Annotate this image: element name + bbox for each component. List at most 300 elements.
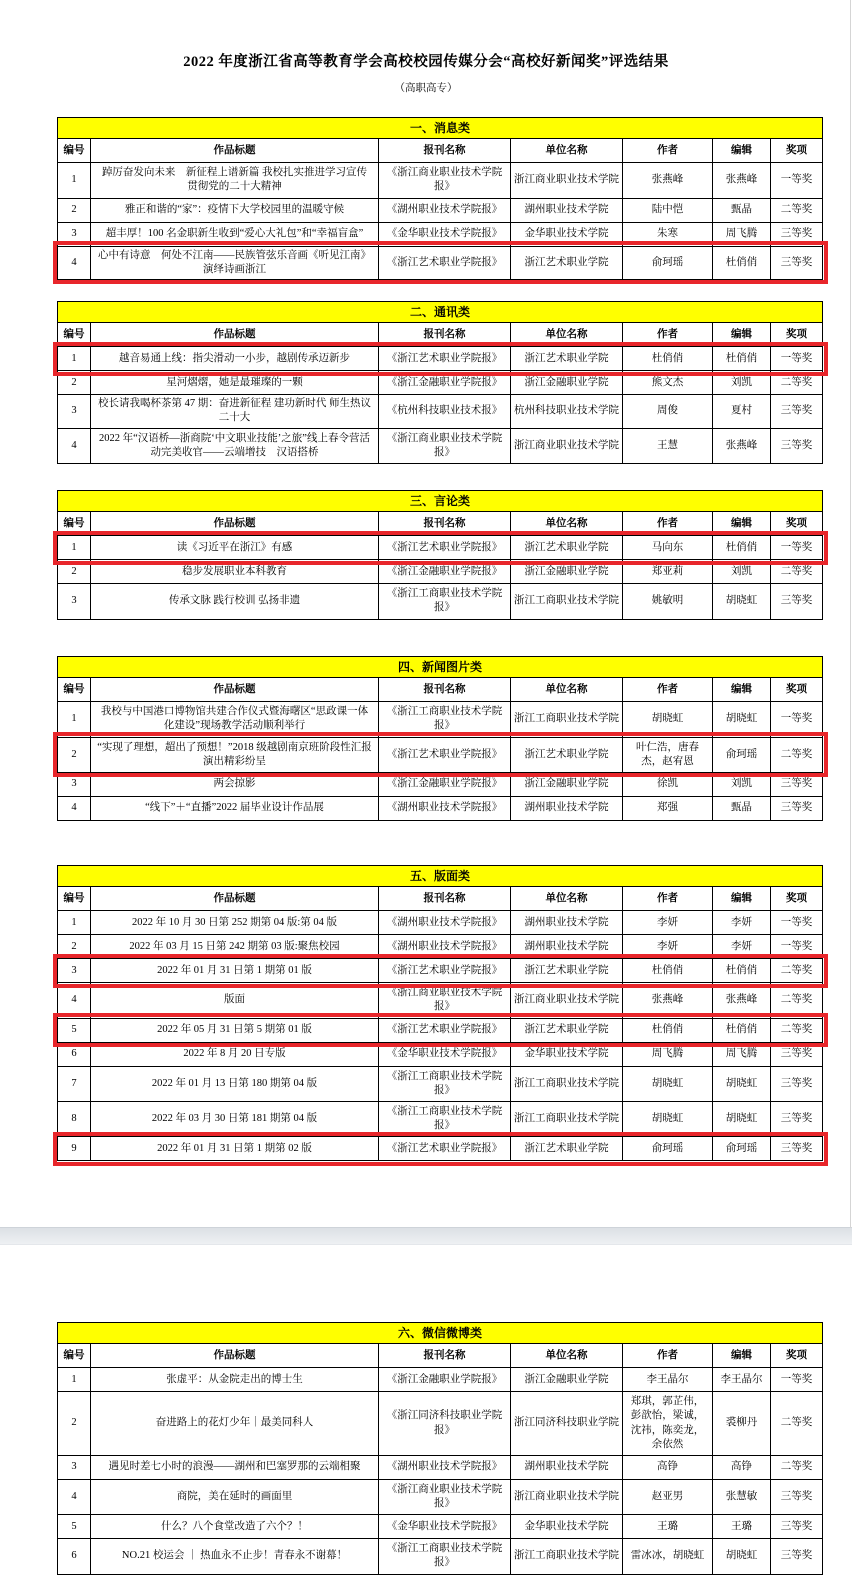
column-header-no: 编号 [58, 678, 91, 702]
cell-no: 3 [58, 395, 91, 428]
cell-no: 1 [58, 163, 91, 198]
cell-title: 商院，美在延时的画面里 [91, 1479, 379, 1514]
cell-org: 浙江金融职业学院 [511, 371, 623, 395]
cell-org: 浙江艺术职业学院 [511, 246, 623, 279]
cell-no: 9 [58, 1137, 91, 1161]
cell-editor: 胡晓虹 [713, 702, 771, 737]
cell-award: 三等奖 [771, 222, 823, 246]
cell-org: 杭州科技职业技术学院 [511, 395, 623, 428]
column-header-editor: 编辑 [713, 1344, 771, 1368]
column-header-editor: 编辑 [713, 139, 771, 163]
column-header-no: 编号 [58, 512, 91, 536]
cell-paper: 《浙江工商职业技术学院报》 [379, 1539, 511, 1574]
column-header-paper: 报刊名称 [379, 139, 511, 163]
table-row [58, 246, 823, 279]
cell-no: 1 [58, 911, 91, 935]
table-row [58, 1066, 823, 1101]
cell-no: 3 [58, 1455, 91, 1479]
section-header: 一、消息类 [58, 118, 823, 139]
cell-award: 二等奖 [771, 1018, 823, 1042]
column-header-award: 奖项 [771, 323, 823, 347]
column-header-paper: 报刊名称 [379, 678, 511, 702]
cell-org: 湖州职业技术学院 [511, 1455, 623, 1479]
table-row [58, 911, 823, 935]
cell-award: 二等奖 [771, 737, 823, 772]
cell-title: 2022 年 01 月 13 日第 180 期第 04 版 [91, 1066, 379, 1101]
table-row [58, 1515, 823, 1539]
cell-no: 5 [58, 1515, 91, 1539]
table-row [58, 560, 823, 584]
column-header-author: 作者 [623, 887, 713, 911]
cell-title: 星河熠熠，她是最璀璨的一颗 [91, 371, 379, 395]
cell-award: 一等奖 [771, 911, 823, 935]
cell-award: 二等奖 [771, 198, 823, 222]
award-table [57, 301, 823, 464]
column-header-title: 作品标题 [91, 678, 379, 702]
cell-author: 雷冰冰，胡晓虹 [623, 1539, 713, 1574]
table-row [58, 959, 823, 983]
section-header: 四、新闻图片类 [58, 657, 823, 678]
column-header-award: 奖项 [771, 887, 823, 911]
cell-no: 4 [58, 246, 91, 279]
cell-title: 什么？八个食堂改造了六个？！ [91, 1515, 379, 1539]
cell-award: 一等奖 [771, 702, 823, 737]
column-header-no: 编号 [58, 323, 91, 347]
cell-no: 4 [58, 983, 91, 1018]
table-row [58, 772, 823, 796]
cell-title: “实现了理想，超出了预想！”2018 级越剧南京班阶段性汇报演出精彩纷呈 [91, 737, 379, 772]
column-header-title: 作品标题 [91, 512, 379, 536]
cell-award: 三等奖 [771, 584, 823, 619]
table-row [58, 1137, 823, 1161]
cell-editor: 周飞腾 [713, 1042, 771, 1066]
cell-award: 三等奖 [771, 1479, 823, 1514]
cell-org: 浙江商业职业技术学院 [511, 983, 623, 1018]
cell-author: 俞珂瑶 [623, 246, 713, 279]
table-news [57, 117, 822, 280]
cell-paper: 《浙江艺术职业学院报》 [379, 536, 511, 560]
cell-author: 张燕峰 [623, 983, 713, 1018]
cell-author: 李妍 [623, 911, 713, 935]
table-row [58, 1101, 823, 1136]
cell-org: 浙江金融职业学院 [511, 1368, 623, 1392]
cell-no: 2 [58, 935, 91, 959]
cell-org: 浙江商业职业技术学院 [511, 163, 623, 198]
cell-org: 湖州职业技术学院 [511, 796, 623, 820]
cell-title: 张虚平：从金院走出的博士生 [91, 1368, 379, 1392]
table-commentary [57, 490, 822, 620]
cell-award: 三等奖 [771, 1042, 823, 1066]
cell-paper: 《湖州职业技术学院报》 [379, 1455, 511, 1479]
column-header-author: 作者 [623, 1344, 713, 1368]
cell-no: 3 [58, 772, 91, 796]
section-header: 五、版面类 [58, 866, 823, 887]
cell-author: 李王晶尔 [623, 1368, 713, 1392]
cell-author: 俞珂瑶 [623, 1137, 713, 1161]
cell-title: 2022 年 10 月 30 日第 252 期第 04 版:第 04 版 [91, 911, 379, 935]
cell-editor: 刘凯 [713, 371, 771, 395]
cell-title: 心中有诗意 何处不江南——民族管弦乐音画《听见江南》演绎诗画浙江 [91, 246, 379, 279]
cell-author: 高铮 [623, 1455, 713, 1479]
cell-no: 5 [58, 1018, 91, 1042]
table-row [58, 983, 823, 1018]
cell-paper: 《浙江金融职业学院报》 [379, 772, 511, 796]
cell-paper: 《浙江金融职业学院报》 [379, 560, 511, 584]
cell-no: 7 [58, 1066, 91, 1101]
cell-paper: 《湖州职业技术学院报》 [379, 198, 511, 222]
page-break-separator [0, 1227, 852, 1245]
table-row [58, 1539, 823, 1574]
cell-award: 三等奖 [771, 1066, 823, 1101]
page-title: 2022 年度浙江省高等教育学会高校校园传媒分会“高校好新闻奖”评选结果 [183, 54, 669, 70]
cell-award: 三等奖 [771, 1539, 823, 1574]
cell-author: 郑亚莉 [623, 560, 713, 584]
column-header-paper: 报刊名称 [379, 887, 511, 911]
cell-paper: 《浙江同济科技职业学院报》 [379, 1392, 511, 1456]
cell-title: “线下”＋“直播”2022 届毕业设计作品展 [91, 796, 379, 820]
cell-paper: 《湖州职业技术学院报》 [379, 796, 511, 820]
table-row [58, 371, 823, 395]
cell-author: 姚敏明 [623, 584, 713, 619]
cell-paper: 《浙江商业职业技术学院报》 [379, 1479, 511, 1514]
table-row [58, 395, 823, 428]
cell-author: 王慧 [623, 428, 713, 463]
cell-author: 周飞腾 [623, 1042, 713, 1066]
cell-editor: 刘凯 [713, 560, 771, 584]
column-header-org: 单位名称 [511, 678, 623, 702]
column-header-paper: 报刊名称 [379, 323, 511, 347]
cell-title: 两会掠影 [91, 772, 379, 796]
cell-no: 3 [58, 584, 91, 619]
cell-no: 1 [58, 347, 91, 371]
table-row [58, 1368, 823, 1392]
cell-no: 4 [58, 1479, 91, 1514]
cell-org: 湖州职业技术学院 [511, 198, 623, 222]
table-row [58, 1479, 823, 1514]
cell-award: 一等奖 [771, 935, 823, 959]
cell-no: 6 [58, 1539, 91, 1574]
cell-title: 版面 [91, 983, 379, 1018]
page-right-border [850, 0, 851, 1228]
cell-title: 我校与中国港口博物馆共建合作仪式暨海曙区“思政课一体化建设”现场教学活动顺利举行 [91, 702, 379, 737]
cell-paper: 《浙江艺术职业学院报》 [379, 1018, 511, 1042]
cell-editor: 俞珂瑶 [713, 737, 771, 772]
cell-paper: 《浙江商业职业技术学院报》 [379, 983, 511, 1018]
cell-editor: 杜俏俏 [713, 959, 771, 983]
column-header-editor: 编辑 [713, 887, 771, 911]
cell-org: 湖州职业技术学院 [511, 911, 623, 935]
cell-org: 浙江工商职业技术学院 [511, 1066, 623, 1101]
cell-no: 4 [58, 428, 91, 463]
cell-author: 朱寒 [623, 222, 713, 246]
cell-no: 2 [58, 737, 91, 772]
cell-no: 2 [58, 198, 91, 222]
table-row [58, 796, 823, 820]
cell-author: 王璐 [623, 1515, 713, 1539]
cell-author: 杜俏俏 [623, 347, 713, 371]
column-header-editor: 编辑 [713, 512, 771, 536]
cell-org: 浙江艺术职业学院 [511, 536, 623, 560]
cell-title: 2022 年 05 月 31 日第 5 期第 01 版 [91, 1018, 379, 1042]
table-row [58, 702, 823, 737]
cell-editor: 张燕峰 [713, 163, 771, 198]
cell-no: 2 [58, 371, 91, 395]
column-header-award: 奖项 [771, 139, 823, 163]
column-header-org: 单位名称 [511, 1344, 623, 1368]
cell-award: 三等奖 [771, 1137, 823, 1161]
cell-paper: 《金华职业技术学院报》 [379, 222, 511, 246]
award-table [57, 1322, 823, 1575]
column-header-editor: 编辑 [713, 678, 771, 702]
cell-paper: 《浙江工商职业技术学院报》 [379, 1066, 511, 1101]
column-header-org: 单位名称 [511, 512, 623, 536]
cell-org: 浙江艺术职业学院 [511, 1137, 623, 1161]
cell-org: 金华职业技术学院 [511, 222, 623, 246]
cell-editor: 杜俏俏 [713, 246, 771, 279]
cell-editor: 甄晶 [713, 198, 771, 222]
cell-title: 读《习近平在浙江》有感 [91, 536, 379, 560]
cell-org: 浙江工商职业技术学院 [511, 584, 623, 619]
cell-paper: 《杭州科技职业技术报》 [379, 395, 511, 428]
cell-editor: 裘柳丹 [713, 1392, 771, 1456]
page-subtitle: （高职高专） [394, 83, 458, 94]
cell-paper: 《金华职业技术学院报》 [379, 1042, 511, 1066]
cell-award: 二等奖 [771, 371, 823, 395]
cell-paper: 《浙江工商职业技术学院报》 [379, 584, 511, 619]
cell-paper: 《浙江艺术职业学院报》 [379, 246, 511, 279]
cell-title: 奋进路上的花灯少年｜最美同科人 [91, 1392, 379, 1456]
cell-title: NO.21 校运会 ｜ 热血永不止步！青春永不谢幕！ [91, 1539, 379, 1574]
cell-author: 马向东 [623, 536, 713, 560]
cell-editor: 王璐 [713, 1515, 771, 1539]
cell-author: 熊文杰 [623, 371, 713, 395]
cell-editor: 杜俏俏 [713, 347, 771, 371]
cell-title: 2022 年 03 月 15 日第 242 期第 03 版:聚焦校园 [91, 935, 379, 959]
cell-paper: 《浙江艺术职业学院报》 [379, 1137, 511, 1161]
cell-editor: 杜俏俏 [713, 536, 771, 560]
column-header-no: 编号 [58, 887, 91, 911]
table-row [58, 737, 823, 772]
cell-author: 赵亚男 [623, 1479, 713, 1514]
cell-editor: 高铮 [713, 1455, 771, 1479]
cell-editor: 李王晶尔 [713, 1368, 771, 1392]
column-header-org: 单位名称 [511, 887, 623, 911]
table-layout [57, 865, 822, 1161]
cell-no: 2 [58, 1392, 91, 1456]
column-header-author: 作者 [623, 323, 713, 347]
cell-editor: 胡晓虹 [713, 1101, 771, 1136]
cell-paper: 《浙江商业职业技术学院报》 [379, 163, 511, 198]
table-row [58, 347, 823, 371]
table-row [58, 536, 823, 560]
table-row [58, 584, 823, 619]
cell-award: 二等奖 [771, 959, 823, 983]
cell-editor: 李妍 [713, 911, 771, 935]
cell-org: 浙江工商职业技术学院 [511, 1101, 623, 1136]
cell-paper: 《浙江艺术职业学院报》 [379, 959, 511, 983]
cell-award: 三等奖 [771, 246, 823, 279]
cell-no: 3 [58, 959, 91, 983]
award-table [57, 490, 823, 620]
cell-org: 浙江工商职业技术学院 [511, 1539, 623, 1574]
cell-org: 金华职业技术学院 [511, 1042, 623, 1066]
cell-title: 2022 年 01 月 31 日第 1 期第 01 版 [91, 959, 379, 983]
cell-org: 浙江艺术职业学院 [511, 737, 623, 772]
cell-editor: 周飞腾 [713, 222, 771, 246]
column-header-author: 作者 [623, 678, 713, 702]
cell-award: 一等奖 [771, 163, 823, 198]
table-wechat-weibo [57, 1322, 822, 1575]
cell-no: 2 [58, 560, 91, 584]
table-communication [57, 301, 822, 464]
cell-award: 三等奖 [771, 772, 823, 796]
table-row [58, 163, 823, 198]
cell-paper: 《浙江金融职业学院报》 [379, 371, 511, 395]
cell-paper: 《金华职业技术学院报》 [379, 1515, 511, 1539]
cell-title: 2022 年 8 月 20 日专版 [91, 1042, 379, 1066]
cell-editor: 杜俏俏 [713, 1018, 771, 1042]
cell-author: 胡晓虹 [623, 1066, 713, 1101]
cell-author: 杜俏俏 [623, 959, 713, 983]
cell-award: 一等奖 [771, 1368, 823, 1392]
cell-award: 二等奖 [771, 983, 823, 1018]
cell-award: 三等奖 [771, 428, 823, 463]
award-table [57, 656, 823, 821]
cell-award: 二等奖 [771, 1455, 823, 1479]
cell-award: 三等奖 [771, 395, 823, 428]
cell-paper: 《湖州职业技术学院报》 [379, 935, 511, 959]
section-header: 二、通讯类 [58, 302, 823, 323]
column-header-no: 编号 [58, 1344, 91, 1368]
cell-no: 1 [58, 702, 91, 737]
cell-editor: 张慧敏 [713, 1479, 771, 1514]
cell-title: 2022 年 03 月 30 日第 181 期第 04 版 [91, 1101, 379, 1136]
cell-org: 浙江艺术职业学院 [511, 1018, 623, 1042]
cell-award: 三等奖 [771, 1101, 823, 1136]
column-header-award: 奖项 [771, 512, 823, 536]
cell-org: 金华职业技术学院 [511, 1515, 623, 1539]
column-header-paper: 报刊名称 [379, 1344, 511, 1368]
column-header-author: 作者 [623, 512, 713, 536]
cell-editor: 胡晓虹 [713, 1066, 771, 1101]
column-header-no: 编号 [58, 139, 91, 163]
cell-org: 浙江金融职业学院 [511, 560, 623, 584]
cell-author: 李妍 [623, 935, 713, 959]
cell-paper: 《浙江艺术职业学院报》 [379, 737, 511, 772]
cell-title: 遇见时差七小时的浪漫——湖州和巴塞罗那的云端相聚 [91, 1455, 379, 1479]
cell-editor: 刘凯 [713, 772, 771, 796]
column-header-author: 作者 [623, 139, 713, 163]
cell-editor: 夏村 [713, 395, 771, 428]
cell-paper: 《浙江金融职业学院报》 [379, 1368, 511, 1392]
cell-paper: 《湖州职业技术学院报》 [379, 911, 511, 935]
column-header-title: 作品标题 [91, 323, 379, 347]
table-row [58, 198, 823, 222]
cell-award: 三等奖 [771, 1515, 823, 1539]
cell-no: 3 [58, 222, 91, 246]
cell-title: 2022 年 01 月 31 日第 1 期第 02 版 [91, 1137, 379, 1161]
cell-no: 1 [58, 1368, 91, 1392]
cell-no: 6 [58, 1042, 91, 1066]
column-header-award: 奖项 [771, 1344, 823, 1368]
cell-no: 8 [58, 1101, 91, 1136]
cell-author: 胡晓虹 [623, 1101, 713, 1136]
cell-paper: 《浙江工商职业技术学院报》 [379, 702, 511, 737]
cell-author: 郑琪，郭芷伟，彭歆怡，梁诚，沈祎，陈奕龙，余依然 [623, 1392, 713, 1456]
cell-no: 1 [58, 536, 91, 560]
cell-author: 陆中恺 [623, 198, 713, 222]
cell-org: 浙江商业职业技术学院 [511, 428, 623, 463]
table-row [58, 1018, 823, 1042]
cell-title: 稳步发展职业本科教育 [91, 560, 379, 584]
column-header-title: 作品标题 [91, 887, 379, 911]
cell-org: 浙江商业职业技术学院 [511, 1479, 623, 1514]
column-header-title: 作品标题 [91, 139, 379, 163]
cell-org: 浙江艺术职业学院 [511, 347, 623, 371]
cell-award: 三等奖 [771, 796, 823, 820]
cell-editor: 李妍 [713, 935, 771, 959]
cell-editor: 张燕峰 [713, 428, 771, 463]
column-header-paper: 报刊名称 [379, 512, 511, 536]
table-row [58, 1042, 823, 1066]
section-header: 三、言论类 [58, 491, 823, 512]
column-header-org: 单位名称 [511, 139, 623, 163]
cell-paper: 《浙江艺术职业学院报》 [379, 347, 511, 371]
cell-title: 超丰厚！100 名金职新生收到“爱心大礼包”和“幸福盲盒” [91, 222, 379, 246]
cell-no: 4 [58, 796, 91, 820]
cell-org: 浙江工商职业技术学院 [511, 702, 623, 737]
column-header-org: 单位名称 [511, 323, 623, 347]
cell-author: 周俊 [623, 395, 713, 428]
cell-award: 一等奖 [771, 347, 823, 371]
cell-editor: 胡晓虹 [713, 584, 771, 619]
column-header-title: 作品标题 [91, 1344, 379, 1368]
cell-author: 郑强 [623, 796, 713, 820]
cell-editor: 甄晶 [713, 796, 771, 820]
cell-title: 踔厉奋发向未来 新征程上谱新篇 我校扎实推进学习宣传贯彻党的二十大精神 [91, 163, 379, 198]
cell-title: 2022 年“汉语桥—浙商院‘中文职业技能’之旅”线上春令营活动完美收官——云端增技 汉语搭桥 [91, 428, 379, 463]
cell-org: 浙江艺术职业学院 [511, 959, 623, 983]
cell-paper: 《浙江商业职业技术学院报》 [379, 428, 511, 463]
cell-author: 胡晓虹 [623, 702, 713, 737]
cell-title: 雅正和谐的“家”：疫情下大学校园里的温暖守候 [91, 198, 379, 222]
cell-award: 二等奖 [771, 560, 823, 584]
cell-award: 二等奖 [771, 1392, 823, 1456]
section-header: 六、微信微博类 [58, 1323, 823, 1344]
cell-title: 校长请我喝杯茶第 47 期：奋进新征程 建功新时代 师生热议二十大 [91, 395, 379, 428]
table-row [58, 222, 823, 246]
cell-author: 徐凯 [623, 772, 713, 796]
cell-title: 传承文脉 践行校训 弘扬非遗 [91, 584, 379, 619]
cell-award: 一等奖 [771, 536, 823, 560]
table-row [58, 935, 823, 959]
cell-org: 浙江同济科技职业学院 [511, 1392, 623, 1456]
cell-title: 越音易通上线：指尖滑动一小步，越剧传承迈新步 [91, 347, 379, 371]
column-header-editor: 编辑 [713, 323, 771, 347]
cell-author: 张燕峰 [623, 163, 713, 198]
cell-author: 杜俏俏 [623, 1018, 713, 1042]
award-table [57, 117, 823, 280]
table-row [58, 428, 823, 463]
table-row [58, 1392, 823, 1456]
column-header-award: 奖项 [771, 678, 823, 702]
cell-paper: 《浙江工商职业技术学院报》 [379, 1101, 511, 1136]
cell-org: 浙江金融职业学院 [511, 772, 623, 796]
table-row [58, 1455, 823, 1479]
cell-editor: 胡晓虹 [713, 1539, 771, 1574]
award-table [57, 865, 823, 1161]
cell-author: 叶仁浩，唐春杰，赵宥恩 [623, 737, 713, 772]
